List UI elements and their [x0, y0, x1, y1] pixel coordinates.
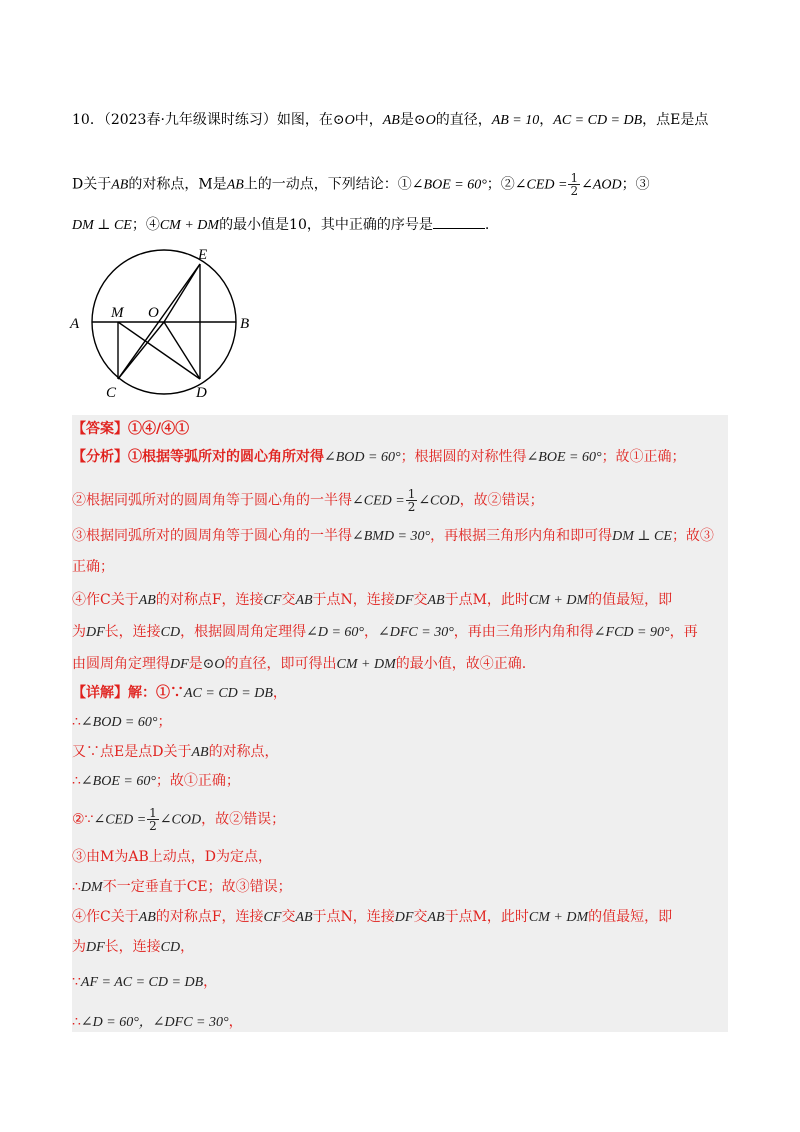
- detail-line-6: ③由M为AB上动点，D为定点，: [72, 849, 272, 865]
- detail-line-4: [72, 771, 240, 792]
- math: AB: [191, 745, 209, 760]
- fraction: [568, 172, 580, 197]
- math: ∠FCD = 90°: [593, 625, 670, 640]
- detail-text: ，: [203, 974, 218, 990]
- fraction-numerator: 1: [149, 806, 157, 820]
- detail-text: ∴: [72, 714, 81, 730]
- math-circle-o: ⊙O: [332, 113, 355, 128]
- analysis-text: ，再根据三角形内角和即可得: [430, 528, 613, 544]
- label-o: O: [148, 305, 159, 321]
- question-text: ，点E是点: [642, 112, 709, 128]
- fraction-denominator: 2: [407, 500, 416, 514]
- detail-text: 不一定垂直于CE；故③错误；: [102, 879, 292, 895]
- geometry-figure: [68, 245, 268, 405]
- math: AF = AC = CD = DB: [80, 975, 204, 990]
- math: AB: [427, 910, 445, 925]
- question-text: 的最小值是10，其中正确的序号是: [219, 217, 433, 233]
- detail-line-2: [72, 712, 171, 733]
- question-text: 中，: [354, 112, 383, 128]
- detail-line-9: [72, 937, 194, 958]
- question-text: 10．（2023春·九年级课时练习）如图，在: [72, 112, 333, 128]
- analysis-text: 是: [188, 656, 203, 672]
- detail-line-3: [72, 742, 279, 763]
- detail-line-10: [72, 972, 217, 993]
- label-d: D: [196, 385, 207, 401]
- detail-line-11: [72, 1012, 243, 1033]
- analysis-text: ；根据圆的对称性得: [400, 449, 527, 465]
- analysis-text: 由圆周角定理得: [72, 656, 170, 672]
- detail-text: ∴: [72, 879, 81, 895]
- detail-text: 交: [281, 909, 296, 925]
- question-text: .: [484, 217, 490, 233]
- math: AB: [295, 593, 313, 608]
- label-b: B: [240, 316, 250, 332]
- math-ab-eq: AB = 10: [491, 113, 540, 128]
- math: DF: [170, 657, 189, 672]
- math-circle-o: ⊙O: [413, 113, 436, 128]
- math: ∠CED =: [352, 493, 405, 509]
- math-ab: AB: [111, 177, 129, 193]
- analysis-text: ；故①正确；: [601, 449, 686, 465]
- detail-line-8: [72, 907, 672, 928]
- answer-line: 【答案】①④/④①: [72, 421, 190, 437]
- math: CD: [160, 940, 181, 955]
- fraction-denominator: 2: [149, 819, 157, 833]
- segment-md: [118, 322, 200, 379]
- detail-text: ，: [180, 939, 195, 955]
- math: DF: [394, 593, 414, 608]
- math: AB: [138, 593, 156, 608]
- question-text: D关于: [72, 176, 112, 193]
- math: CF: [263, 593, 282, 608]
- analysis-text: 【分析】①根据等弧所对的圆心角所对得: [72, 449, 324, 465]
- math: CD: [160, 625, 181, 640]
- detail-text: 的对称点F，连接: [155, 909, 264, 925]
- math-conclusion-2: ∠CED =: [514, 177, 568, 193]
- analysis-text: 的对称点F，连接: [155, 592, 264, 608]
- detail-text: 于点M，此时: [444, 909, 529, 925]
- detail-line-5: [72, 807, 285, 832]
- math: ∠BMD = 30°: [352, 529, 431, 544]
- analysis-line-5: [72, 590, 672, 611]
- analysis-text: ②根据同弧所对的圆周角等于圆心角的一半得: [72, 492, 352, 509]
- question-line-2: [72, 172, 650, 197]
- detail-text: 为: [72, 939, 86, 955]
- math: ∠CED =: [93, 812, 147, 828]
- math: CM + DM: [336, 657, 396, 672]
- math: DF: [86, 940, 105, 955]
- math: DF: [86, 625, 105, 640]
- math-ab: AB: [382, 113, 400, 128]
- math: DM ⊥ CE: [612, 529, 672, 544]
- fraction: [147, 807, 159, 832]
- math-ab: AB: [226, 177, 244, 193]
- math: CF: [263, 910, 282, 925]
- detail-text: 的对称点，: [208, 744, 279, 760]
- analysis-text: 交: [281, 592, 296, 608]
- detail-line-7: [72, 877, 292, 898]
- label-a: A: [70, 316, 80, 332]
- answer-blank: [433, 214, 485, 229]
- math-conclusion-3: DM ⊥ CE: [72, 218, 132, 233]
- math: AC = CD = DB: [184, 686, 273, 701]
- analysis-line-4: 正确；: [72, 559, 114, 575]
- question-text: 是: [399, 112, 414, 128]
- math: ∠COD: [418, 493, 460, 509]
- analysis-text: ，再由三角形内角和得: [453, 624, 594, 640]
- detail-text: 【详解】解：①∵: [72, 685, 184, 701]
- question-text: 上的一动点，下列结论：①: [243, 176, 412, 193]
- math: CM + DM: [528, 910, 589, 925]
- analysis-text: ，: [364, 624, 379, 640]
- math: AB: [295, 910, 313, 925]
- detail-text: ；故①正确；: [155, 773, 240, 789]
- detail-line-1: [72, 683, 287, 704]
- analysis-text: 的值最短，即: [588, 592, 673, 608]
- question-text: ；④: [131, 217, 160, 233]
- analysis-text: ，根据圆周角定理得: [180, 624, 307, 640]
- detail-text: 的值最短，即: [588, 909, 673, 925]
- math-conclusion-2b: ∠AOD: [581, 177, 622, 193]
- fraction-numerator: 1: [570, 171, 579, 185]
- label-e: E: [198, 247, 208, 263]
- question-text: ，: [539, 112, 554, 128]
- math: ∠DFC = 30°: [378, 625, 454, 640]
- math: CM + DM: [528, 593, 589, 608]
- math: ∠COD: [159, 812, 202, 828]
- analysis-text: 于点M，此时: [444, 592, 529, 608]
- question-line-1: [72, 110, 708, 131]
- segment-oe: [164, 264, 200, 322]
- analysis-text: 长，连接: [104, 624, 161, 640]
- analysis-line-7: [72, 654, 526, 675]
- math: ∠D = 60°，∠DFC = 30°: [80, 1015, 229, 1030]
- analysis-line-2: [72, 488, 544, 513]
- detail-text: 又∵点E是点D关于: [72, 744, 192, 760]
- detail-text: 交: [413, 909, 428, 925]
- detail-text: ②∵: [72, 811, 94, 828]
- segment-od: [164, 322, 200, 379]
- fraction: [406, 488, 418, 513]
- analysis-text: ，再: [669, 624, 698, 640]
- detail-text: ④作C关于: [72, 909, 139, 925]
- analysis-text: 于点N，连接: [312, 592, 395, 608]
- analysis-line-3: [72, 526, 714, 547]
- analysis-text: 交: [413, 592, 428, 608]
- math: ∠BOD = 60°: [324, 450, 401, 465]
- question-text: ；②: [486, 176, 515, 193]
- fraction-numerator: 1: [407, 487, 416, 501]
- math: DF: [394, 910, 414, 925]
- analysis-text: 的最小值，故④正确.: [395, 656, 527, 672]
- label-c: C: [106, 385, 117, 401]
- math-arcs: AC = CD = DB: [553, 113, 643, 128]
- math: DM: [80, 880, 103, 895]
- detail-text: 长，连接: [104, 939, 161, 955]
- math: ⊙O: [202, 657, 225, 672]
- analysis-text: ，故②错误；: [459, 492, 544, 509]
- question-text: 的对称点，M是: [128, 176, 227, 193]
- analysis-line-1: [72, 447, 686, 468]
- analysis-text: 的直径，即可得出: [224, 656, 337, 672]
- analysis-line-6: [72, 622, 698, 643]
- analysis-text: ④作C关于: [72, 592, 139, 608]
- detail-text: ，故②错误；: [201, 811, 286, 828]
- math-conclusion-4: CM + DM: [159, 218, 220, 233]
- detail-text: ，: [228, 1014, 243, 1030]
- detail-text: ∴: [72, 1014, 81, 1030]
- detail-text: ∴: [72, 773, 81, 789]
- analysis-text: ；故③: [671, 528, 714, 544]
- question-text: 的直径，: [435, 112, 492, 128]
- question-line-3: [72, 214, 489, 236]
- math-conclusion-1: ∠BOE = 60°: [411, 177, 487, 193]
- analysis-text: 为: [72, 624, 86, 640]
- math: ∠D = 60°: [306, 625, 365, 640]
- math: ∠BOE = 60°: [526, 450, 602, 465]
- fraction-denominator: 2: [570, 184, 579, 198]
- math: AB: [138, 910, 156, 925]
- detail-text: ，: [272, 685, 287, 701]
- label-m: M: [111, 305, 124, 321]
- detail-text: ∵: [72, 974, 81, 990]
- question-text: ；③: [621, 176, 650, 193]
- detail-text: ；: [157, 714, 172, 730]
- math: AB: [427, 593, 445, 608]
- analysis-text: ③根据同弧所对的圆周角等于圆心角的一半得: [72, 528, 352, 544]
- detail-text: 于点N，连接: [312, 909, 395, 925]
- math: ∠BOE = 60°: [80, 774, 156, 789]
- math: ∠BOD = 60°: [80, 715, 158, 730]
